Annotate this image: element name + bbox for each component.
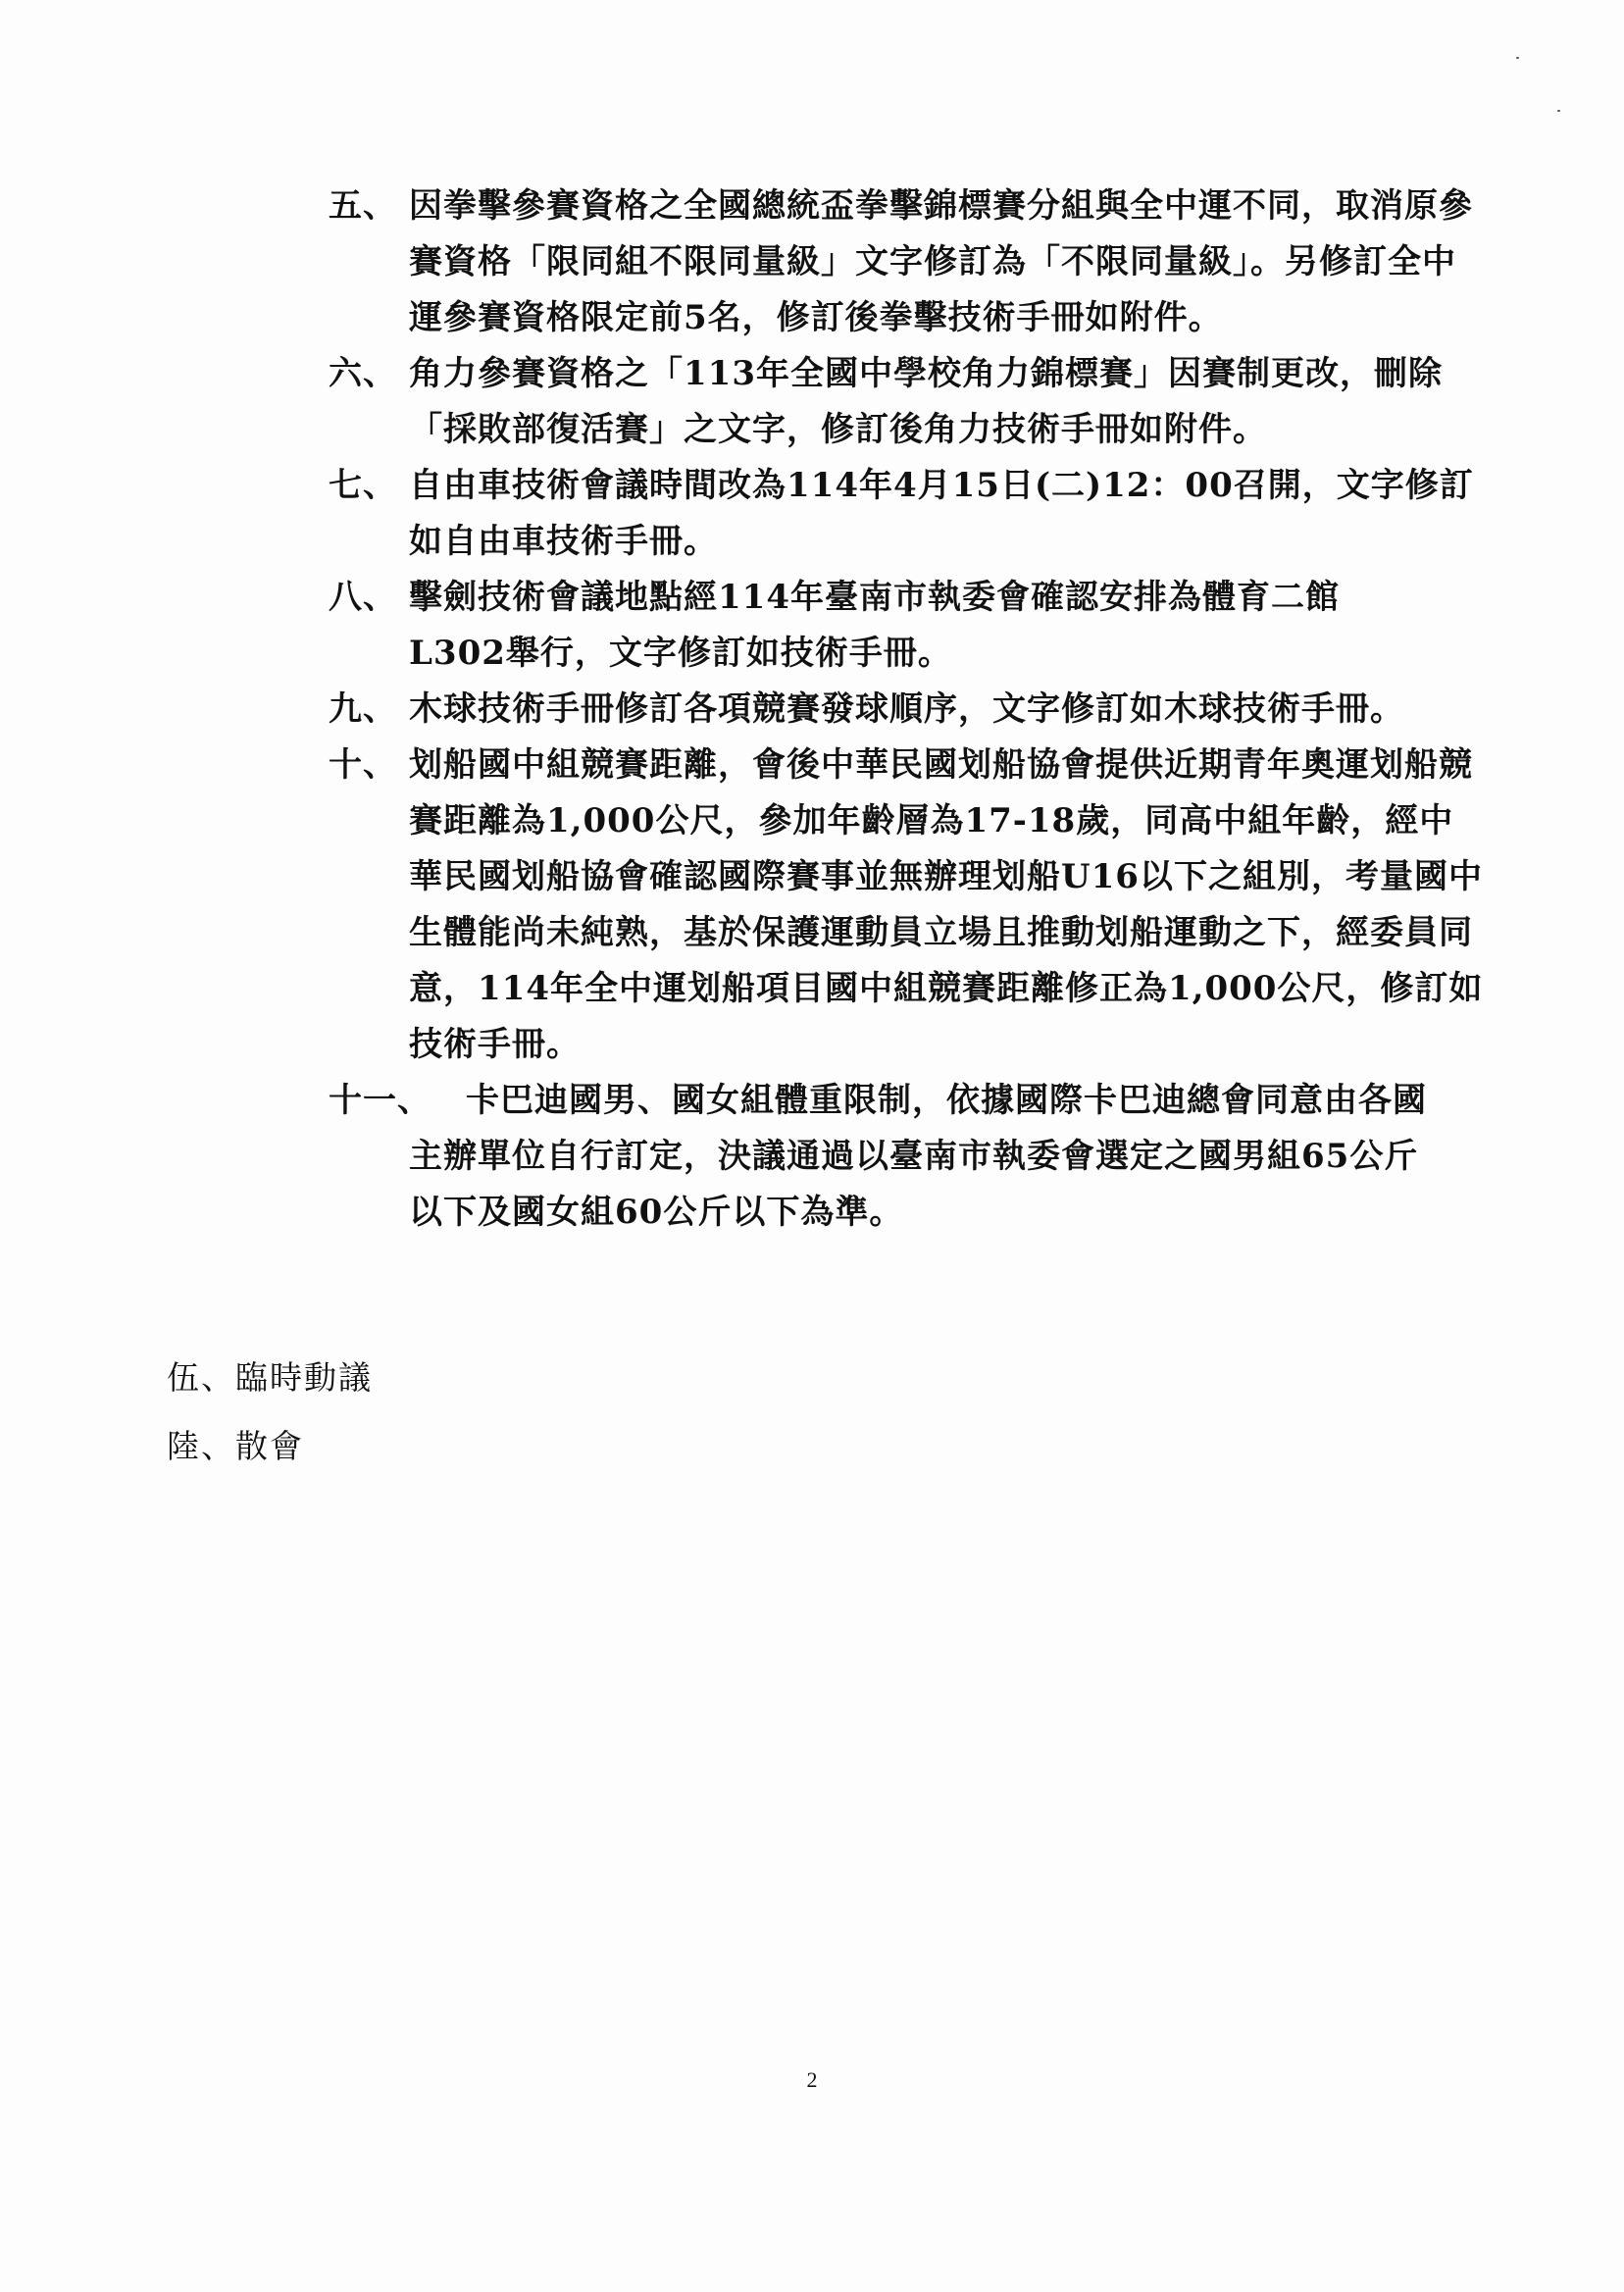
list-item xyxy=(329,178,1486,346)
item-text xyxy=(409,1073,1448,1241)
item-text: 擊劍技術會議地點經114年臺南市執委會確認安排為體育二館L302舉行，文字修訂如技術手冊。 xyxy=(409,578,1340,673)
item-text: 因拳擊參賽資格之全國總統盃拳擊錦標賽分組與全中運不同，取消原參賽資格「限同組不限同量級」文字修訂為「不限同量級」。另修訂全中運參賽資格限定前5名，修訂後拳擊技術手冊如附件。 xyxy=(409,186,1473,337)
item-number: 六、 xyxy=(329,354,397,393)
list-item xyxy=(329,346,1486,458)
page-number: 2 xyxy=(806,2067,818,2092)
item-text: 木球技術手冊修訂各項競賽發球順序，文字修訂如木球技術手冊。 xyxy=(409,689,1404,729)
item-text: 自由車技術會議時間改為114年4月15日(二)12：00召開，文字修訂如自由車技術手冊。 xyxy=(409,466,1474,561)
section-adjournment: 陸、散會 xyxy=(167,1427,304,1465)
item-number: 七、 xyxy=(329,466,397,505)
scan-speck xyxy=(1557,110,1560,112)
list-item xyxy=(329,570,1419,682)
item-text: 划船國中組競賽距離，會後中華民國划船協會提供近期青年奧運划船競賽距離為1,000公尺，參加年齡層為17-18歲，同高中組年齡，經中華民國划船協會確認國際賽事並無辦理划船U16以下之組別，考量國中生體能尚未純熟，基於保護運動員立場且推動划船運動之下，經委員同意，114年全中運划船項目國中組競賽距離修正為1,000公尺，修訂如技術手冊。 xyxy=(409,745,1484,1064)
list-item xyxy=(329,458,1486,570)
item-number: 十一、 xyxy=(329,1081,431,1120)
item-number: 十、 xyxy=(329,745,397,785)
item-number: 九、 xyxy=(329,689,397,729)
item-number: 五、 xyxy=(329,186,397,226)
resolution-list xyxy=(329,178,1486,1241)
list-item xyxy=(329,1073,1448,1241)
list-item xyxy=(329,738,1486,1073)
item-text: 角力參賽資格之「113年全國中學校角力錦標賽」因賽制更改，刪除「採敗部復活賽」之文字，修訂後角力技術手冊如附件。 xyxy=(409,354,1443,449)
scan-speck xyxy=(1516,57,1519,59)
item-text-content: 卡巴迪國男、國女組體重限制，依據國際卡巴迪總會同意由各國主辦單位自行訂定，決議通過以臺南市執委會選定之國男組65公斤以下及國女組60公斤以下為準。 xyxy=(409,1081,1427,1232)
section-extempore-motions: 伍、臨時動議 xyxy=(167,1358,373,1397)
list-item xyxy=(329,682,1419,738)
item-number: 八、 xyxy=(329,578,397,617)
